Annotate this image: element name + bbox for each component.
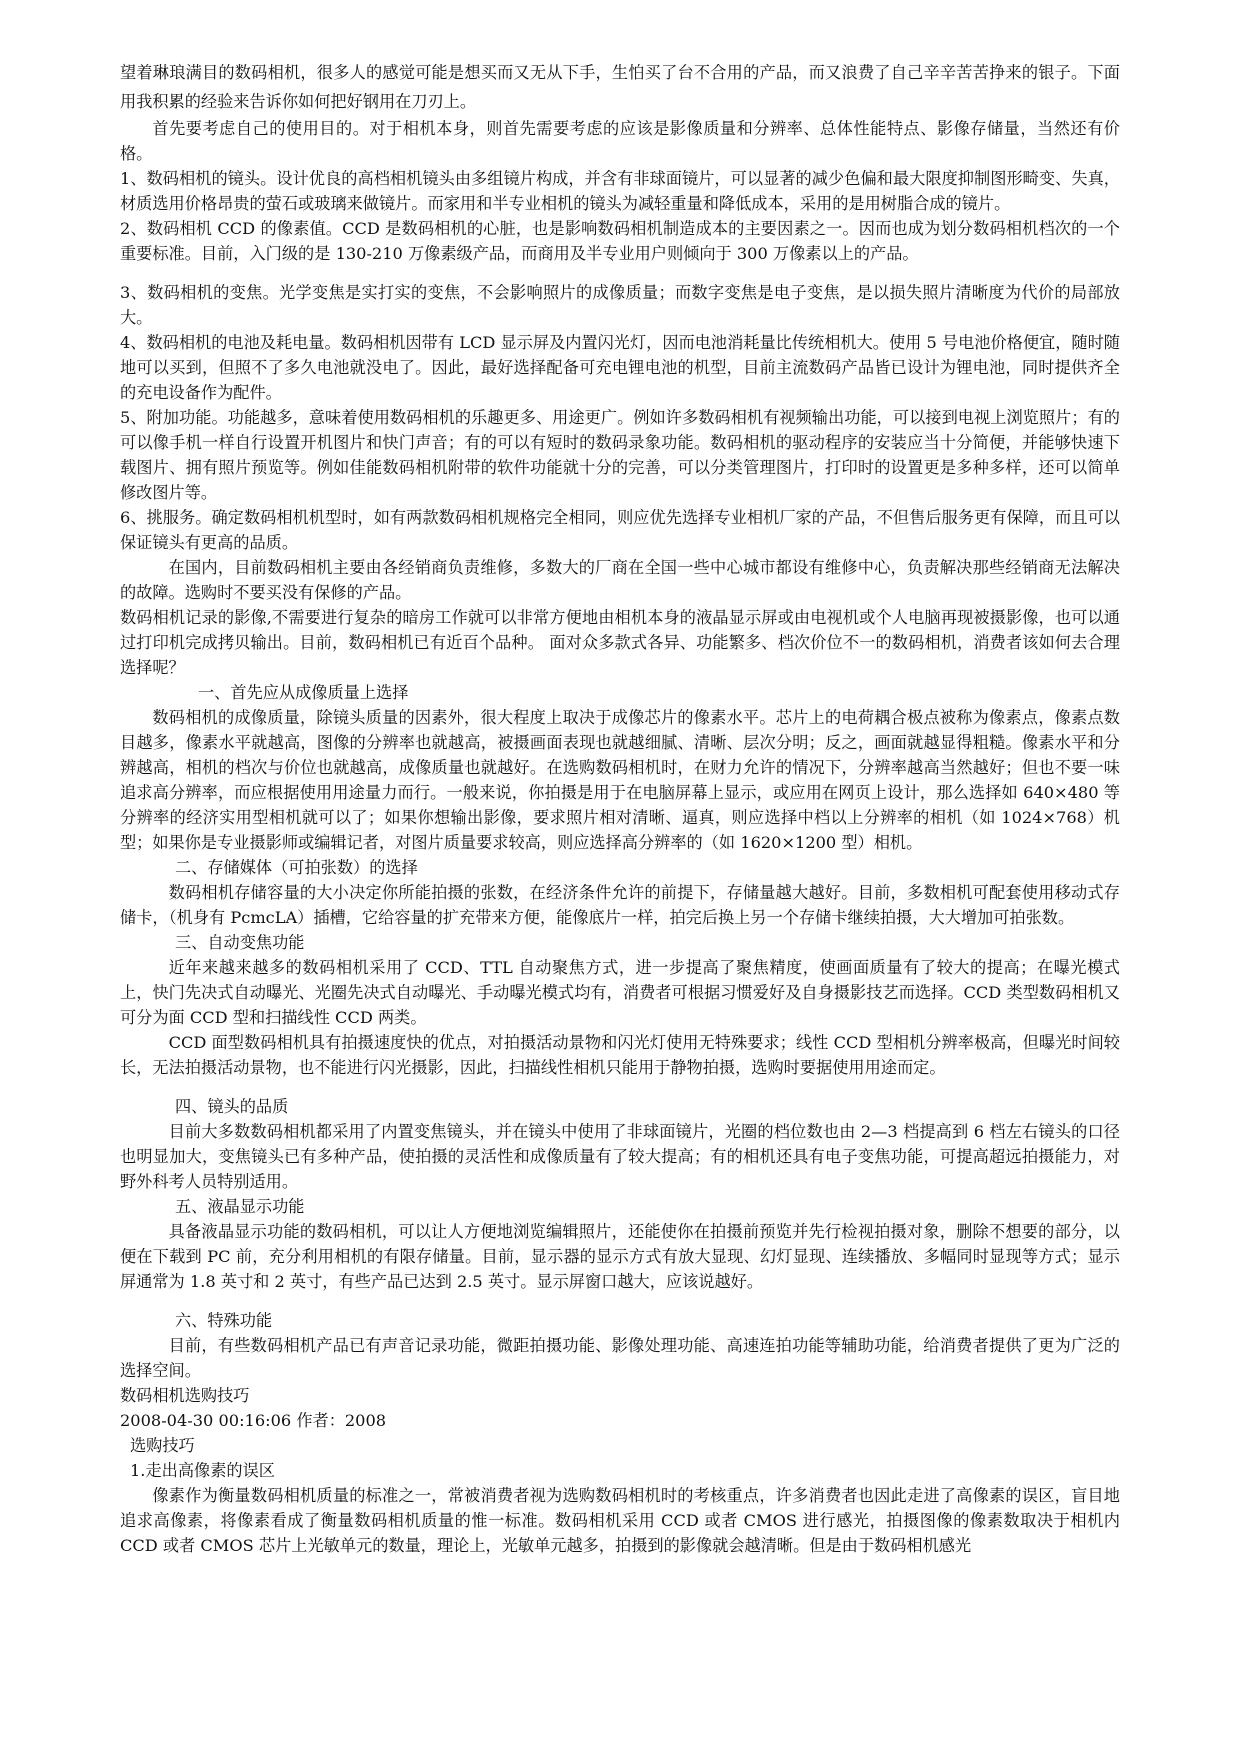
article-item-title: 1.走出高像素的误区 [130, 1461, 275, 1480]
intro-paragraph: 望着琳琅满目的数码相机，很多人的感觉可能是想买而又无从下手，生怕买了台不合用的产品，而又浪费了自己辛辛苦苦挣来的银子。下面用我积累的经验来告诉你如何把好钢用在刀刃上。 [120, 63, 1120, 111]
section-paragraph: 目前，有些数码相机产品已有声音记录功能，微距拍摄功能、影像处理功能、高速连拍功能等辅助功能，给消费者提供了更为广泛的选择空间。 [120, 1336, 1120, 1380]
section-paragraph: 具备液晶显示功能的数码相机，可以让人方便地浏览编辑照片，还能使你在拍摄前预览并先行检视拍摄对象，删除不想要的部分，以便在下载到 PC 前，充分利用相机的有限存储量。目前，显示器的显示方式有放大显现、幻灯显现、连续播放、多幅同时显现等方式；显示屏通常为 1.8 英寸和 2 英寸，有些产品已达到 2.5 英寸。显示屏窗口越大，应该说越好。 [120, 1222, 1120, 1291]
article-subtitle: 选购技巧 [130, 1436, 195, 1455]
section-heading: 六、特殊功能 [175, 1311, 273, 1330]
section-paragraph: 近年来越来越多的数码相机采用了 CCD、TTL 自动聚焦方式，进一步提高了聚焦精度，使画面质量有了较大的提高；在曝光模式上，快门先决式自动曝光、光圈先决式自动曝光、手动曝光模式均有，消费者可根据习惯爱好及自身摄影技艺而选择。CCD 类型数码相机又可分为面 CCD 型和扫描线性 CCD 两类。 [120, 958, 1120, 1027]
article-meta: 2008-04-30 00:16:06 作者：2008 [120, 1411, 387, 1430]
point-paragraph: 5、附加功能。功能越多，意味着使用数码相机的乐趣更多、用途更广。例如许多数码相机有视频输出功能，可以接到电视上浏览照片；有的可以像手机一样自行设置开机图片和快门声音；有的可以有短时的数码录象功能。数码相机的驱动程序的安装应当十分简便，并能够快速下载图片、拥有照片预览等。例如佳能数码相机附带的软件功能就十分的完善，可以分类管理图片，打印时的设置更是多种多样，还可以简单修改图片等。 [120, 408, 1120, 502]
point-paragraph: 1、数码相机的镜头。设计优良的高档相机镜头由多组镜片构成，并含有非球面镜片，可以显著的减少色偏和最大限度抑制图形畸变、失真，材质选用价格昂贵的萤石或玻璃来做镜片。而家用和半专业相机的镜头为减轻重量和降低成本，采用的是用树脂合成的镜片。 [120, 169, 1120, 213]
point-paragraph: 3、数码相机的变焦。光学变焦是实打实的变焦，不会影响照片的成像质量；而数字变焦是电子变焦，是以损失照片清晰度为代价的局部放大。 [120, 283, 1120, 327]
section-heading: 五、液晶显示功能 [175, 1197, 305, 1216]
point-paragraph: 4、数码相机的电池及耗电量。数码相机因带有 LCD 显示屏及内置闪光灯，因而电池消耗量比传统相机大。使用 5 号电池价格便宜，随时随地可以买到，但照不了多久电池就没电了。因此，最好选择配备可充电锂电池的机型，目前主流数码产品皆已设计为锂电池，同时提供齐全的充电设备作为配件。 [120, 333, 1120, 402]
point-paragraph: 6、挑服务。确定数码相机机型时，如有两款数码相机规格完全相同，则应优先选择专业相机厂家的产品，不但售后服务更有保障，而且可以保证镜头有更高的品质。 [120, 508, 1120, 552]
spacer [120, 1080, 1120, 1094]
section-paragraph: 数码相机存储容量的大小决定你所能拍摄的张数，在经济条件允许的前提下，存储量越大越好。目前，多数相机可配套使用移动式存储卡，（机身有 PcmcLA）插槽，它给容量的扩充带来方便，能像底片一样，拍完后换上另一个存储卡继续拍摄，大大增加可拍张数。 [120, 883, 1120, 927]
section-paragraph: CCD 面型数码相机具有拍摄速度快的优点，对拍摄活动景物和闪光灯使用无特殊要求；线性 CCD 型相机分辨率极高，但曝光时间较长，无法拍摄活动景物，也不能进行闪光摄影，因此，扫描线性相机只能用于静物拍摄，选购时要据使用用途而定。 [120, 1033, 1120, 1077]
point-paragraph: 2、数码相机 CCD 的像素值。CCD 是数码相机的心脏，也是影响数码相机制造成本的主要因素之一。因而也成为划分数码相机档次的一个重要标准。目前，入门级的是 130-210 万像素级产品，而商用及半专业用户则倾向于 300 万像素以上的产品。 [120, 219, 1120, 263]
section-heading: 二、存储媒体（可拍张数）的选择 [175, 858, 418, 877]
service-paragraph: 在国内，目前数码相机主要由各经销商负责维修，多数大的厂商在全国一些中心城市都设有维修中心，负责解决那些经销商无法解决的故障。选购时不要买没有保修的产品。 [120, 558, 1120, 602]
article-title: 数码相机选购技巧 [120, 1386, 250, 1405]
section-heading: 一、首先应从成像质量上选择 [198, 683, 409, 702]
section-heading: 四、镜头的品质 [175, 1097, 289, 1116]
section-paragraph: 数码相机的成像质量，除镜头质量的因素外，很大程度上取决于成像芯片的像素水平。芯片上的电荷耦合极点被称为像素点，像素点数目越多，像素水平就越高，图像的分辨率也就越高，被摄画面表现也就越细腻、清晰、层次分明；反之，画面就越显得粗糙。像素水平和分辨越高，相机的档次与价位也就越高，成像质量也就越好。在选购数码相机时，在财力允许的情况下，分辨率越高当然越好；但也不要一味追求高分辨率，而应根据使用用途量力而行。一般来说，你拍摄是用于在电脑屏幕上显示，或应用在网页上设计，那么选择如 640×480 等分辨率的经济实用型相机就可以了；如果你想输出影像，要求照片相对清晰、逼真，则应选择中档以上分辨率的相机（如 1024×768）机型；如果你是专业摄影师或编辑记者，对图片质量要求较高，则应选择高分辨率的（如 1620×1200 型）相机。 [120, 708, 1120, 852]
section-heading: 三、自动变焦功能 [175, 933, 305, 952]
section-paragraph: 目前大多数数码相机都采用了内置变焦镜头，并在镜头中使用了非球面镜片，光圈的档位数也由 2—3 档提高到 6 档左右镜头的口径也明显加大，变焦镜头已有多种产品，使拍摄的灵活性和成像质量有了较大提高；有的相机还具有电子变焦功能，可提高超远拍摄能力，对野外科考人员特别适用。 [120, 1122, 1120, 1191]
document-page [120, 58, 1120, 1558]
article-body: 像素作为衡量数码相机质量的标准之一，常被消费者视为选购数码相机时的考核重点，许多消费者也因此走进了高像素的误区，盲目地追求高像素，将像素看成了衡量数码相机质量的惟一标准。数码相机采用 CCD 或者 CMOS 进行感光，拍摄图像的像素数取决于相机内 CCD 或者 CMOS 芯片上光敏单元的数量，理论上，光敏单元越多，拍摄到的影像就会越清晰。但是由于数码相机感光 [120, 1486, 1120, 1555]
spacer [120, 1294, 1120, 1308]
intro-paragraph: 首先要考虑自己的使用目的。对于相机本身，则首先需要考虑的应该是影像质量和分辨率、总体性能特点、影像存储量，当然还有价格。 [120, 119, 1120, 163]
record-paragraph: 数码相机记录的影像,不需要进行复杂的暗房工作就可以非常方便地由相机本身的液晶显示屏或由电视机或个人电脑再现被摄影像，也可以通过打印机完成拷贝输出。目前，数码相机已有近百个品种。 面对众多款式各异、功能繁多、档次价位不一的数码相机，消费者该如何去合理选择呢？ [120, 608, 1120, 677]
spacer [120, 266, 1120, 280]
